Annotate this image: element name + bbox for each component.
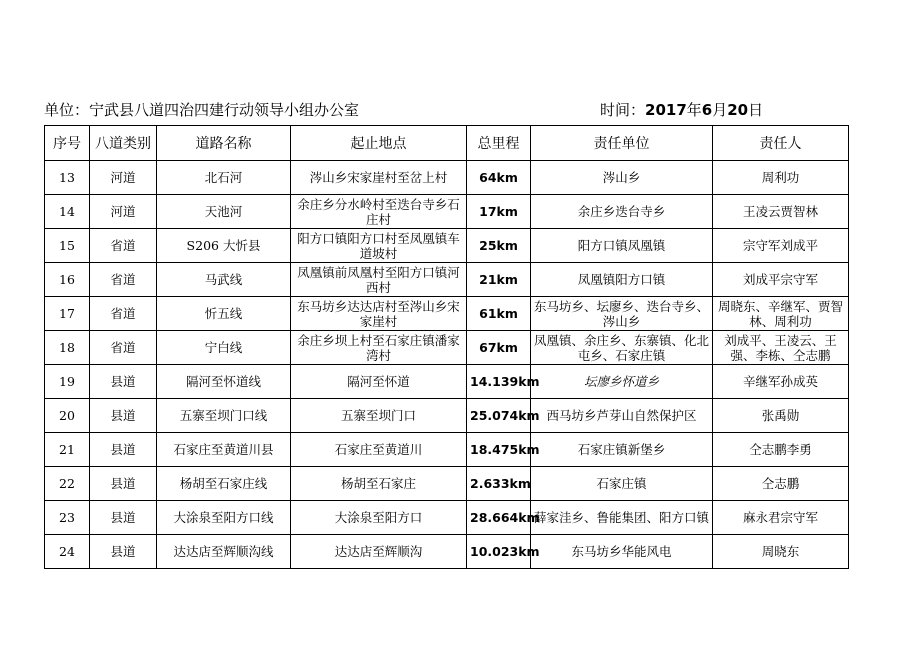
table-row [45,365,849,399]
cell-person: 仝志鹏李勇 [713,433,849,467]
cell-type: 省道 [90,229,157,263]
cell-km: 18.475km [467,433,531,467]
header-cell-unit: 责任单位 [531,126,713,161]
time-prefix: 时间： [600,101,646,119]
date-month-char: 月 [712,101,728,119]
cell-person: 辛继军孙成英 [713,365,849,399]
table-header-row [45,126,849,161]
cell-no: 24 [45,535,90,569]
cell-route: 石家庄至黄道川 [291,433,467,467]
table-row [45,433,849,467]
cell-km: 17km [467,195,531,229]
cell-route: 余庄乡坝上村至石家庄镇潘家湾村 [291,331,467,365]
table-row [45,195,849,229]
table-row [45,467,849,501]
cell-person: 张禹勋 [713,399,849,433]
date-day: 20 [727,101,749,119]
cell-person: 仝志鹏 [713,467,849,501]
cell-unit: 阳方口镇凤凰镇 [531,229,713,263]
cell-unit: 涔山乡 [531,161,713,195]
cell-no: 14 [45,195,90,229]
cell-road-name: 隔河至怀道线 [157,365,291,399]
cell-type: 省道 [90,331,157,365]
cell-unit: 石家庄镇 [531,467,713,501]
cell-type: 县道 [90,501,157,535]
cell-road-name: 宁白线 [157,331,291,365]
cell-type: 省道 [90,263,157,297]
cell-road-name: 马武线 [157,263,291,297]
cell-km: 25km [467,229,531,263]
cell-person: 王凌云贾智林 [713,195,849,229]
header-cell-type: 八道类别 [90,126,157,161]
cell-route: 凤凰镇前凤凰村至阳方口镇河西村 [291,263,467,297]
table-row [45,501,849,535]
cell-unit: 余庄乡迭台寺乡 [531,195,713,229]
date-year: 2017 [645,101,687,119]
cell-type: 河道 [90,161,157,195]
date-day-char: 日 [748,101,764,119]
cell-no: 22 [45,467,90,501]
cell-type: 河道 [90,195,157,229]
cell-road-name: 忻五线 [157,297,291,331]
cell-route: 阳方口镇阳方口村至凤凰镇车道坡村 [291,229,467,263]
cell-person: 刘成平、王凌云、王强、李栋、仝志鹏 [713,331,849,365]
cell-type: 县道 [90,433,157,467]
cell-no: 13 [45,161,90,195]
cell-km: 61km [467,297,531,331]
cell-km: 25.074km [467,399,531,433]
cell-person: 周晓东、辛继军、贾智林、周利功 [713,297,849,331]
cell-road-name: 五寨至坝门口线 [157,399,291,433]
date-label [600,99,763,121]
cell-km: 2.633km [467,467,531,501]
cell-km: 64km [467,161,531,195]
cell-person: 周利功 [713,161,849,195]
header-cell-name: 道路名称 [157,126,291,161]
cell-km: 14.139km [467,365,531,399]
cell-km: 28.664km [467,501,531,535]
cell-unit: 石家庄镇新堡乡 [531,433,713,467]
cell-unit: 凤凰镇阳方口镇 [531,263,713,297]
date-month: 6 [701,101,713,119]
unit-label: 单位：宁武县八道四治四建行动领导小组办公室 [44,101,360,119]
document-header [44,99,848,121]
cell-type: 省道 [90,297,157,331]
cell-road-name: 达达店至辉顺沟线 [157,535,291,569]
table-row [45,331,849,365]
cell-unit: 薛家洼乡、鲁能集团、阳方口镇 [531,501,713,535]
cell-unit: 坛廖乡怀道乡 [531,365,713,399]
cell-no: 18 [45,331,90,365]
cell-type: 县道 [90,399,157,433]
cell-km: 21km [467,263,531,297]
cell-no: 20 [45,399,90,433]
header-cell-km: 总里程 [467,126,531,161]
cell-route: 五寨至坝门口 [291,399,467,433]
table-row [45,161,849,195]
cell-route: 杨胡至石家庄 [291,467,467,501]
cell-no: 21 [45,433,90,467]
cell-unit: 东马坊乡华能风电 [531,535,713,569]
cell-unit: 凤凰镇、余庄乡、东寨镇、化北屯乡、石家庄镇 [531,331,713,365]
cell-road-name: S206 大忻县 [157,229,291,263]
cell-route: 余庄乡分水岭村至迭台寺乡石庄村 [291,195,467,229]
cell-no: 16 [45,263,90,297]
cell-km: 10.023km [467,535,531,569]
table-row [45,399,849,433]
table-row [45,263,849,297]
header-cell-route: 起止地点 [291,126,467,161]
header-cell-person: 责任人 [713,126,849,161]
cell-route: 东马坊乡达达店村至涔山乡宋家崖村 [291,297,467,331]
table-row [45,535,849,569]
cell-route: 达达店至辉顺沟 [291,535,467,569]
cell-km: 67km [467,331,531,365]
cell-route: 涔山乡宋家崖村至岔上村 [291,161,467,195]
cell-no: 15 [45,229,90,263]
cell-type: 县道 [90,467,157,501]
cell-route: 隔河至怀道 [291,365,467,399]
cell-road-name: 大涂泉至阳方口线 [157,501,291,535]
road-responsibility-table [44,125,849,569]
cell-person: 刘成平宗守军 [713,263,849,297]
date-year-char: 年 [686,101,702,119]
cell-route: 大涂泉至阳方口 [291,501,467,535]
header-cell-no: 序号 [45,126,90,161]
cell-road-name: 北石河 [157,161,291,195]
table-row [45,297,849,331]
cell-person: 宗守军刘成平 [713,229,849,263]
cell-person: 麻永君宗守军 [713,501,849,535]
cell-no: 19 [45,365,90,399]
cell-person: 周晓东 [713,535,849,569]
cell-road-name: 天池河 [157,195,291,229]
table-row [45,229,849,263]
cell-type: 县道 [90,365,157,399]
cell-type: 县道 [90,535,157,569]
cell-no: 17 [45,297,90,331]
cell-no: 23 [45,501,90,535]
cell-unit: 东马坊乡、坛廖乡、迭台寺乡、涔山乡 [531,297,713,331]
cell-road-name: 杨胡至石家庄线 [157,467,291,501]
cell-unit: 西马坊乡芦芽山自然保护区 [531,399,713,433]
cell-road-name: 石家庄至黄道川县 [157,433,291,467]
